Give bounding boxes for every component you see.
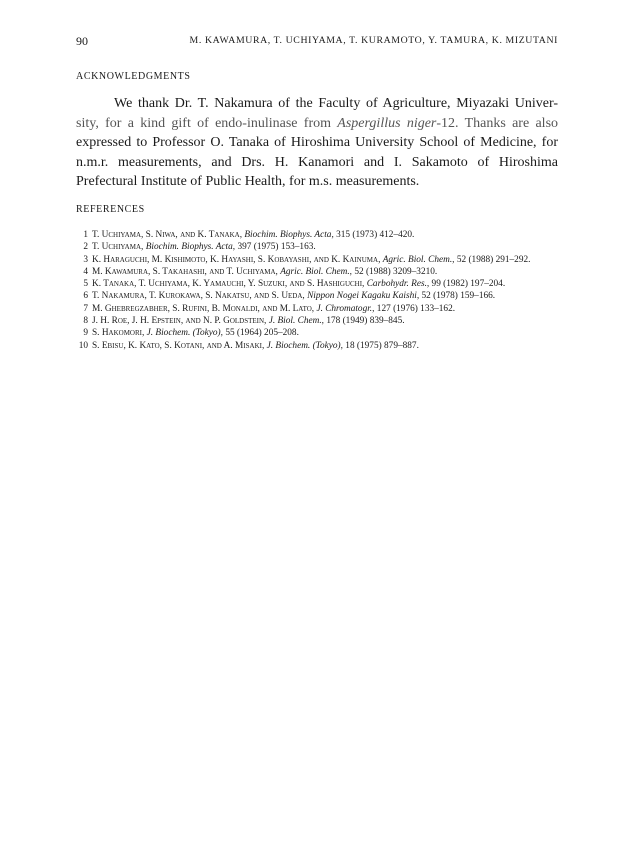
reference-item xyxy=(76,290,562,302)
reference-authors: K. Tanaka, T. Uchiyama, K. Yamauchi, Y. Suzuki, and S. Hashiguchi, xyxy=(92,279,365,290)
ack-line: sity, for a kind gift of endo-inulinase from Aspergillus niger-12. Thanks are also xyxy=(76,115,559,131)
reference-authors: S. Ebisu, K. Kato, S. Kotani, and A. Misaki, xyxy=(92,340,265,351)
reference-authors: M. Ghebregzabher, S. Rufini, B. Monaldi, and M. Lato, xyxy=(92,303,315,314)
acknowledgments-paragraph xyxy=(76,94,558,192)
reference-journal: J. Chromatogr., xyxy=(316,303,375,314)
reference-journal: Agric. Biol. Chem., xyxy=(382,254,455,265)
reference-journal: J. Biol. Chem., xyxy=(268,316,324,327)
reference-item xyxy=(76,315,562,327)
reference-journal: Agric. Biol. Chem., xyxy=(280,266,352,277)
reference-item xyxy=(76,327,562,339)
reference-volume-pages: 52 (1988) 3209–3210. xyxy=(354,266,438,277)
reference-item xyxy=(76,340,562,352)
reference-journal: Carbohydr. Res., xyxy=(366,279,430,290)
reference-item xyxy=(76,278,562,290)
reference-authors: J. H. Roe, J. H. Epstein, and N. P. Goldstein, xyxy=(92,316,267,327)
reference-volume-pages: 52 (1978) 159–166. xyxy=(421,291,496,302)
reference-item xyxy=(76,229,562,241)
reference-journal: Nippon Nogei Kagaku Kaishi, xyxy=(307,291,420,302)
ack-line: We thank Dr. T. Nakamura of the Faculty of Agriculture, Miyazaki Univer- xyxy=(114,96,558,111)
reference-item xyxy=(76,241,562,253)
acknowledgments-heading: ACKNOWLEDGMENTS xyxy=(76,71,191,82)
page-number: 90 xyxy=(76,34,88,48)
reference-number: 4 xyxy=(83,266,88,277)
reference-volume-pages: 55 (1964) 205–208. xyxy=(225,328,299,339)
ack-line: n.m.r. measurements, and Drs. H. Kanamori and I. Sakamoto of Hiroshima xyxy=(76,154,558,170)
running-head-authors: M. KAWAMURA, T. UCHIYAMA, T. KURAMOTO, Y. TAMURA, K. MIZUTANI xyxy=(189,35,558,46)
reference-item xyxy=(76,303,562,315)
ack-line: Prefectural Institute of Public Health, for m.s. measurements. xyxy=(76,174,420,190)
reference-item xyxy=(76,254,562,266)
reference-volume-pages: 99 (1982) 197–204. xyxy=(431,279,506,290)
running-head xyxy=(76,34,558,50)
reference-number: 1 xyxy=(83,230,88,240)
reference-list xyxy=(76,229,562,352)
reference-volume-pages: 178 (1949) 839–845. xyxy=(326,316,405,327)
reference-authors: M. Kawamura, S. Takahashi, and T. Uchiyama, xyxy=(92,266,278,277)
reference-journal: Biochim. Biophys. Acta, xyxy=(145,242,236,253)
species-name: Aspergillus niger xyxy=(337,115,437,131)
reference-journal: Biochim. Biophys. Acta, xyxy=(244,230,334,240)
references-heading: REFERENCES xyxy=(76,204,145,215)
reference-number: 9 xyxy=(83,328,88,339)
reference-authors: T. Nakamura, T. Kurokawa, S. Nakatsu, and S. Ueda, xyxy=(92,291,305,302)
ack-line: expressed to Professor O. Tanaka of Hiroshima University School of Medicine, for xyxy=(76,135,558,151)
reference-authors: T. Uchiyama, xyxy=(92,242,144,253)
reference-number: 7 xyxy=(83,303,88,314)
reference-journal: J. Biochem. (Tokyo), xyxy=(266,340,343,351)
reference-number: 3 xyxy=(83,254,88,265)
reference-number: 6 xyxy=(83,291,88,302)
reference-number: 8 xyxy=(83,316,88,327)
reference-volume-pages: 52 (1988) 291–292. xyxy=(456,254,531,265)
reference-item xyxy=(76,266,562,278)
reference-number: 5 xyxy=(83,279,88,290)
reference-authors: S. Hakomori, xyxy=(92,328,145,339)
reference-volume-pages: 315 (1973) 412–420. xyxy=(336,230,415,240)
reference-volume-pages: 127 (1976) 133–162. xyxy=(376,303,456,314)
reference-journal: J. Biochem. (Tokyo), xyxy=(146,328,223,339)
reference-number: 2 xyxy=(83,242,88,253)
reference-authors: T. Uchiyama, S. Niwa, and K. Tanaka, xyxy=(92,230,243,240)
reference-authors: K. Haraguchi, M. Kishimoto, K. Hayashi, S. Kobayashi, and K. Kainuma, xyxy=(92,254,381,265)
reference-number: 10 xyxy=(78,340,88,351)
reference-volume-pages: 18 (1975) 879–887. xyxy=(345,340,419,351)
reference-volume-pages: 397 (1975) 153–163. xyxy=(237,242,316,253)
